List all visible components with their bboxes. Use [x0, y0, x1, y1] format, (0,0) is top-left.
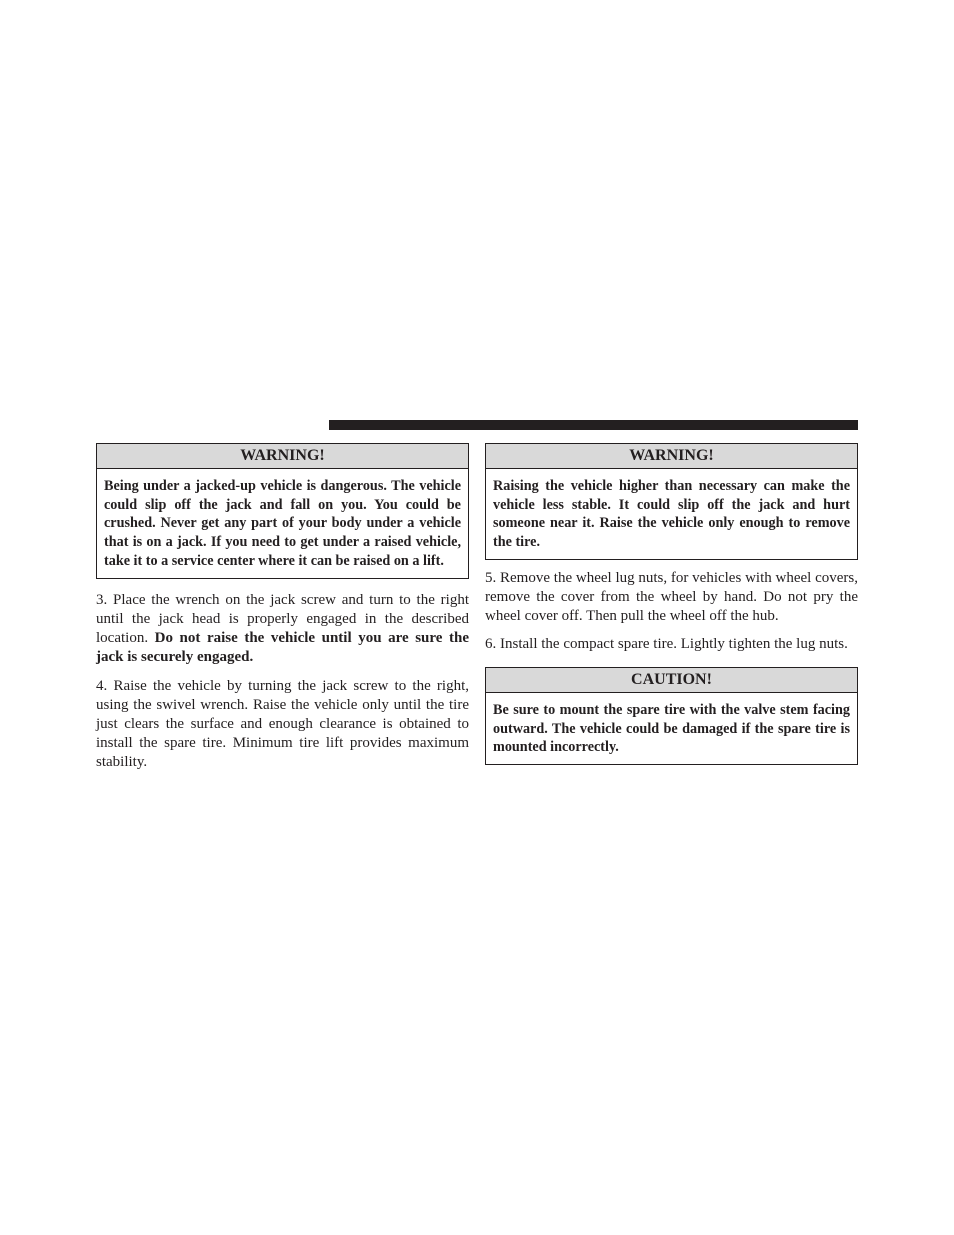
warning-title: WARNING!: [486, 444, 857, 469]
step-3-text: 3. Place the wrench on the jack screw and turn to the right until the jack head is properly engaged in the described location.: [96, 591, 469, 646]
caution-text: Be sure to mount the spare tire with the valve stem facing outward. The vehicle could be damaged if the spare tire is mounted incorrectly.: [493, 701, 850, 756]
left-column: [96, 443, 469, 772]
warning-box-raise-height: [485, 443, 858, 560]
warning-text: Raising the vehicle higher than necessary can make the vehicle less stable. It could slip off the jack and hurt someone near it. Raise the vehicle only enough to remove the tire.: [493, 478, 850, 551]
caution-box-spare-mount: [485, 667, 858, 765]
warning-title: WARNING!: [97, 444, 468, 469]
caution-title: CAUTION!: [486, 668, 857, 693]
step-5-paragraph: 5. Remove the wheel lug nuts, for vehicles with wheel covers, remove the cover from the wheel by hand. Do not pry the wheel cover off. Then pull the wheel off the hub.: [485, 569, 858, 624]
step-3-paragraph: [96, 591, 469, 667]
right-column: [485, 443, 858, 765]
warning-text: Being under a jacked-up vehicle is dangerous. The vehicle could slip off the jack and fall on you. You could be crushed. Never get any part of your body under a vehicle that is on a jack. If you need to get under a raised vehicle, take it to a service center where it can be raised on a lift.: [104, 478, 461, 569]
step-3-bold-text: Do not raise the vehicle until you are sure the jack is securely engaged.: [96, 629, 470, 665]
step-6-paragraph: 6. Install the compact spare tire. Lightly tighten the lug nuts.: [485, 635, 848, 652]
warning-box-jack-danger: [96, 443, 469, 579]
section-header-bar: [329, 420, 858, 430]
step-4-paragraph: 4. Raise the vehicle by turning the jack screw to the right, using the swivel wrench. Raise the vehicle only until the tire just clears the surface and enough clearance is obtained to install the spare tire. Minimum tire lift provides maximum stability.: [96, 677, 469, 770]
